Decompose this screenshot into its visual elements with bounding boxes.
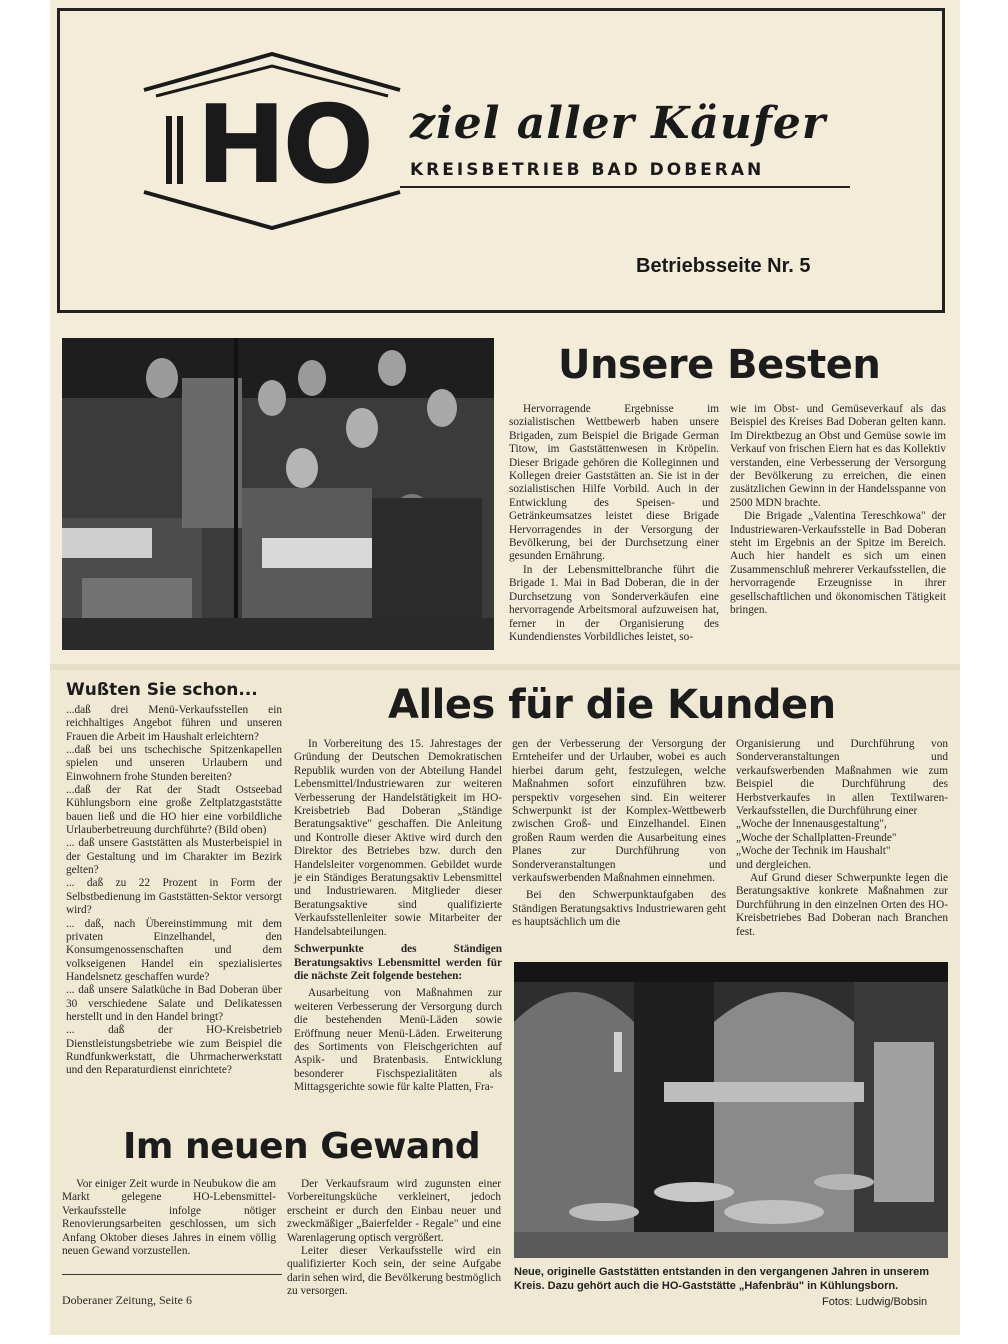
list-item: ...daß der Rat der Stadt Ostseebad Kühlungsborn eine große Zeltplatzgaststätte bauen ließ und die HO hier eine vorbildliche Urlauberbetreuung durchführte? (Bild oben) (66, 784, 282, 837)
paragraph: In der Lebensmittelbranche führt die Brigade 1. Mai in Bad Doberan, die in der Durchsetzung von Sonderverkäufen eine hervorragende Arbeitsmoral aufzuweisen hat, ferner in der Organisierung des Kundendienstes Vorbildliches leistet, so- (509, 563, 719, 643)
photo-credit: Fotos: Ludwig/Bobsin (822, 1296, 928, 1308)
paragraph: gen der Verbesserung der Versorgung der Ernteheifer und der Urlauber, wobei es auch hierbei darum geht, festzulegen, welche Maßnahmen sofort einzuführen bzw. perspektiv vorgesehen sind. Ein weiterer Schwerpunkt ist der Komplex-Wettbewerb zwischen Groß- und Einzelhandel. Einen großen Raum werden die Ausarbeitung eines Planes zur Durchführung von Sonderveranstaltungen und verkaufswerbenden Maßnahmen einnehmen. (512, 738, 726, 885)
photo-hafenbraeu (514, 962, 948, 1258)
ho-logo: HO (196, 83, 371, 208)
article2-column-3 (736, 738, 948, 939)
photo-brigade (62, 338, 494, 650)
footer-rule (62, 1274, 282, 1275)
company-name: KREISBETRIEB BAD DOBERAN (410, 160, 765, 180)
paragraph: Leiter dieser Verkaufsstelle wird ein qualifizierter Koch sein, der seine Aufgabe darin sehen wird, die Bevölkerung bestmöglich zu versorgen. (287, 1245, 501, 1298)
photo-caption: Neue, originelle Gaststätten entstanden in den vergangenen Jahren in unserem Kreis. Dazu gehört auch die HO-Gaststätte „Hafenbräu" in Kühlungsborn. (514, 1266, 930, 1292)
list-item: und dergleichen. (736, 858, 812, 871)
list-item: ... daß zu 22 Prozent in Form der Selbstbedienung im Gaststätten-Sektor versorgt wird? (66, 877, 282, 917)
slogan: ziel aller Käufer (410, 98, 827, 149)
company-underline (400, 186, 850, 188)
paragraph: Der Verkaufsraum wird zugunsten einer Vorbereitungsküche verkleinert, jedoch erscheint er durch den Einbau neuer und zweckmäßiger „Baierfelder - Regale" und eine Warenlagerung optisch vergrößert. (287, 1178, 501, 1244)
list-item: ... daß der HO-Kreisbetrieb Dienstleistungsbetriebe wie zum Beispiel die Rundfunkwerkstatt, die Uhrmacherwerkstatt und den Reparaturdienst einrichtete? (66, 1024, 282, 1077)
article1-column-1 (509, 403, 719, 644)
list-item: „Woche der Innenausgestaltung", (736, 818, 887, 831)
list-item: ...daß drei Menü-Verkaufsstellen ein reichhaltiges Angebot führen und unseren Frauen die Arbeit im Haushalt erleichtern? (66, 704, 282, 743)
paragraph: Ausarbeitung von Maßnahmen zur weiteren Verbesserung der Versorgung durch die bestehenden Menü-Läden sowie Eröffnung neuer Menü-Läden. Erweiterung des Sortiments von Fleischgerichten auf Aspik- und Bratenbasis. Entwicklung besonderer Fischspezialitäten als Mittagsgerichte sowie für kalte Platten, Fra- (294, 987, 502, 1094)
paragraph: Auf Grund dieser Schwerpunkte legen die Beratungsaktive konkrete Maßnahmen zur Durchführung in den einzelnen Orten des HO-Kreisbetriebes Bad Doberan nach Branchen fest. (736, 872, 948, 938)
headline-alles-fuer-die-kunden: Alles für die Kunden (388, 682, 836, 728)
paragraph: Die Brigade „Valentina Tereschkowa" der Industriewaren-Verkaufsstelle in Bad Doberan steht im Ergebnis an der Spitze im Bereich. Auch hier handelt es sich um einen Zusammenschluß mehrerer Verkaufsstellen, die hervorragende Erzeugnisse in ihrer gesellschaftlichen und ökonomischen Tätigkeit bringen. (730, 510, 946, 617)
headline-unsere-besten: Unsere Besten (558, 342, 881, 388)
paragraph: In Vorbereitung des 15. Jahrestages der Gründung der Deutschen Demokratischen Republik wurden von der Abteilung Handel Lebensmittel/Industriewaren zur weiteren Verbesserung der Handelstätigkeit im HO-Kreisbetrieb Bad Doberan „Ständige Beratungsaktive" geschaffen. Die Anleitung und Kontrolle dieser Aktive wird durch den Direktor des Betriebes bzw. durch den Handelsleiter vorgenommen. Gebildet wurde je ein Ständiges Beratungsaktiv Lebensmittel und Industriewaren. Mitglieder dieser Beratungsaktive sind qualifizierte Verkaufsstellenleiter sowie Mitarbeiter der Handelsabteilungen. (294, 738, 502, 938)
page-fold (50, 664, 960, 670)
paragraph: Organisierung und Durchführung von Sonderveranstaltungen und verkaufswerbenden Maßnahmen wie zum Beispiel die Durchführung des Herbstverkaufes in allen Textilwaren-Verkaufsstellen, die Durchführung einer (736, 738, 948, 818)
list-item: „Woche der Schallplatten-Freunde" (736, 831, 897, 844)
article2-column-2 (512, 738, 726, 930)
list-item: ... daß, nach Übereinstimmung mit dem privaten Einzelhandel, den Konsumgenossenschaften und dem volkseigenen Handel ein spezialisiertes Handelsnetz geschaffen wurde? (66, 917, 282, 983)
footer: Doberaner Zeitung, Seite 6 (62, 1293, 192, 1307)
ho-logo-bars (166, 116, 188, 189)
article3-column-1 (62, 1178, 276, 1258)
list-item: „Woche der Technik im Haushalt" (736, 845, 891, 858)
paragraph: Vor einiger Zeit wurde in Neubukow die am Markt gelegene HO-Lebensmittel-Verkaufsstelle infolge nötiger Renovierungsarbeiten geschlossen, um sich Anfang Oktober dieses Jahres in einem völlig neuen Gewand vorzustellen. (62, 1178, 276, 1258)
page-label: Betriebsseite Nr. 5 (636, 255, 811, 277)
article2-column-1 (294, 738, 502, 1095)
paragraph: Bei den Schwerpunktaufgaben des Ständigen Beratungsaktivs Industriewaren geht es hauptsächlich um die (512, 889, 726, 929)
paragraph: wie im Obst- und Gemüseverkauf als das Beispiel des Kreises Bad Doberan gelten kann. Im Direktbezug an Obst und Gemüse sowie im Verkauf von frischen Eiern hat es das Kollektiv verstanden, eine Verbesserung der Versorgung der Bevölkerung zu erreichen, die einen zusätzlichen Gewinn in der Handelsspanne von 2500 MDN brachte. (730, 403, 946, 509)
week-list (736, 818, 948, 872)
list-item: ... daß unsere Gaststätten als Musterbeispiel in der Gestaltung und im Charakter im Bezirk gelten? (66, 837, 282, 877)
wussten-list (66, 704, 282, 1078)
article3-column-2 (287, 1178, 501, 1299)
article1-column-2 (730, 403, 946, 618)
paragraph: Hervorragende Ergebnisse im sozialistischen Wettbewerb haben unsere Brigaden, zum Beispiel die Brigade German Titow, im Gaststättenwesen in Kröpelin. Dieser Brigade gehören die Kolleginnen und Kollegen dreier Gaststätten an. Sie ist in der sozialistischen Hilfe Vorbild. Auch in der Entwicklung des Speisen- und Getränkeumsatzes leistet diese Brigade Hervorragendes in der Versorgung der Bevölkerung, bei der Durchsetzung einer gesunden Ernährung. (509, 403, 719, 563)
paragraph-bold: Schwerpunkte des Ständigen Beratungsaktivs Lebensmittel werden für die nächste Zeit folgende bestehen: (294, 943, 502, 982)
list-item: ... daß unsere Salatküche in Bad Doberan über 30 verschiedene Salate und Delikatessen herstellt und in den Handel bringt? (66, 984, 282, 1023)
headline-im-neuen-gewand: Im neuen Gewand (123, 1126, 481, 1167)
list-item: ...daß bei uns tschechische Spitzenkapellen spielen und unseren Urlaubern und Einwohnern frohe Stunden bereiten? (66, 744, 282, 783)
wussten-title: Wußten Sie schon... (66, 680, 258, 700)
